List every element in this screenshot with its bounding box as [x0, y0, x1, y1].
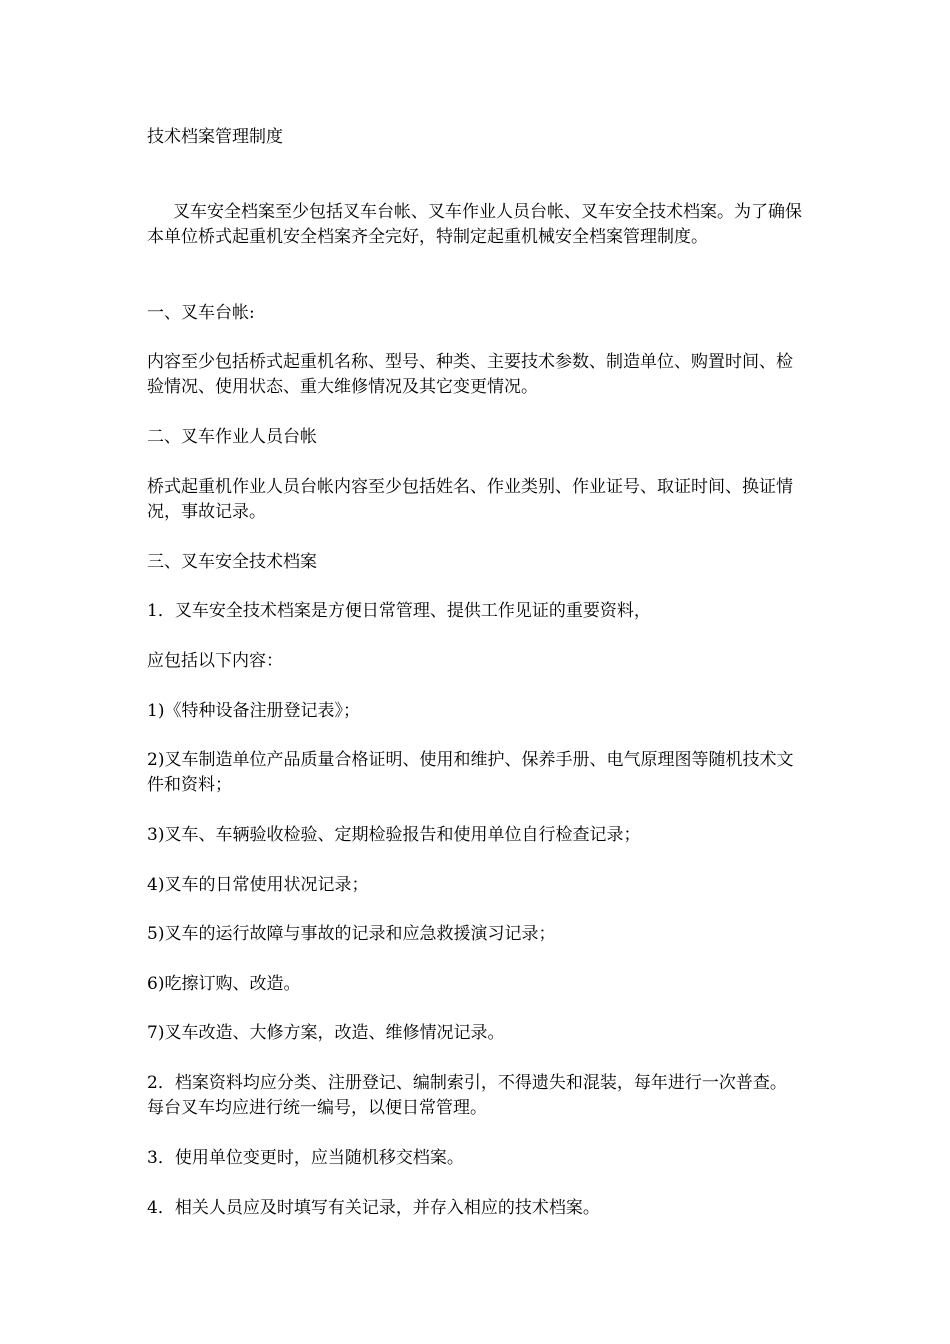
- operator-ledger-paragraph: 桥式起重机作业人员台帐内容至少包括姓名、作业类别、作业证号、取证时间、换证情况，事故记录。: [147, 477, 793, 522]
- list-item: 4)叉车的日常使用状况记录；: [147, 875, 369, 895]
- archive-contents-intro: 应包括以下内容：: [147, 651, 283, 671]
- section-heading-ledger: 一、叉车台帐:: [147, 303, 255, 323]
- ledger-paragraph: 内容至少包括桥式起重机名称、型号、种类、主要技术参数、制造单位、购置时间、检验情况、使用状态、重大维修情况及其它变更情况。: [147, 352, 793, 397]
- document-title: 技术档案管理制度: [147, 127, 283, 147]
- list-item: 7)叉车改造、大修方案，改造、维修情况记录。: [147, 1023, 505, 1043]
- archive-item-3: 3．使用单位变更时，应当随机移交档案。: [147, 1148, 464, 1168]
- archive-item-4: 4．相关人员应及时填写有关记录，并存入相应的技术档案。: [147, 1198, 600, 1218]
- list-item: 6)吃擦订购、改造。: [147, 974, 301, 994]
- list-item: 1)《特种设备注册登记表》；: [147, 701, 360, 721]
- archive-item-1: 1．叉车安全技术档案是方便日常管理、提供工作见证的重要资料，: [147, 601, 651, 621]
- archive-item-2: 2．档案资料均应分类、注册登记、编制索引，不得遗失和混装，每年进行一次普查。每台叉车均应进行统一编号，以便日常管理。: [147, 1073, 787, 1118]
- list-item: 3)叉车、车辆验收检验、定期检验报告和使用单位自行检查记录；: [147, 825, 641, 845]
- section-heading-technical-archive: 三、叉车安全技术档案: [147, 552, 317, 572]
- list-item: 5)叉车的运行故障与事故的记录和应急救援演习记录；: [147, 924, 556, 944]
- list-item: 2)叉车制造单位产品质量合格证明、使用和维护、保养手册、电气原理图等随机技术文件和资料；: [147, 750, 794, 795]
- section-heading-operator-ledger: 二、叉车作业人员台帐: [147, 427, 317, 447]
- intro-paragraph: 叉车安全档案至少包括叉车台帐、叉车作业人员台帐、叉车安全技术档案。为了确保本单位桥式起重机安全档案齐全完好，特制定起重机械安全档案管理制度。: [147, 202, 802, 247]
